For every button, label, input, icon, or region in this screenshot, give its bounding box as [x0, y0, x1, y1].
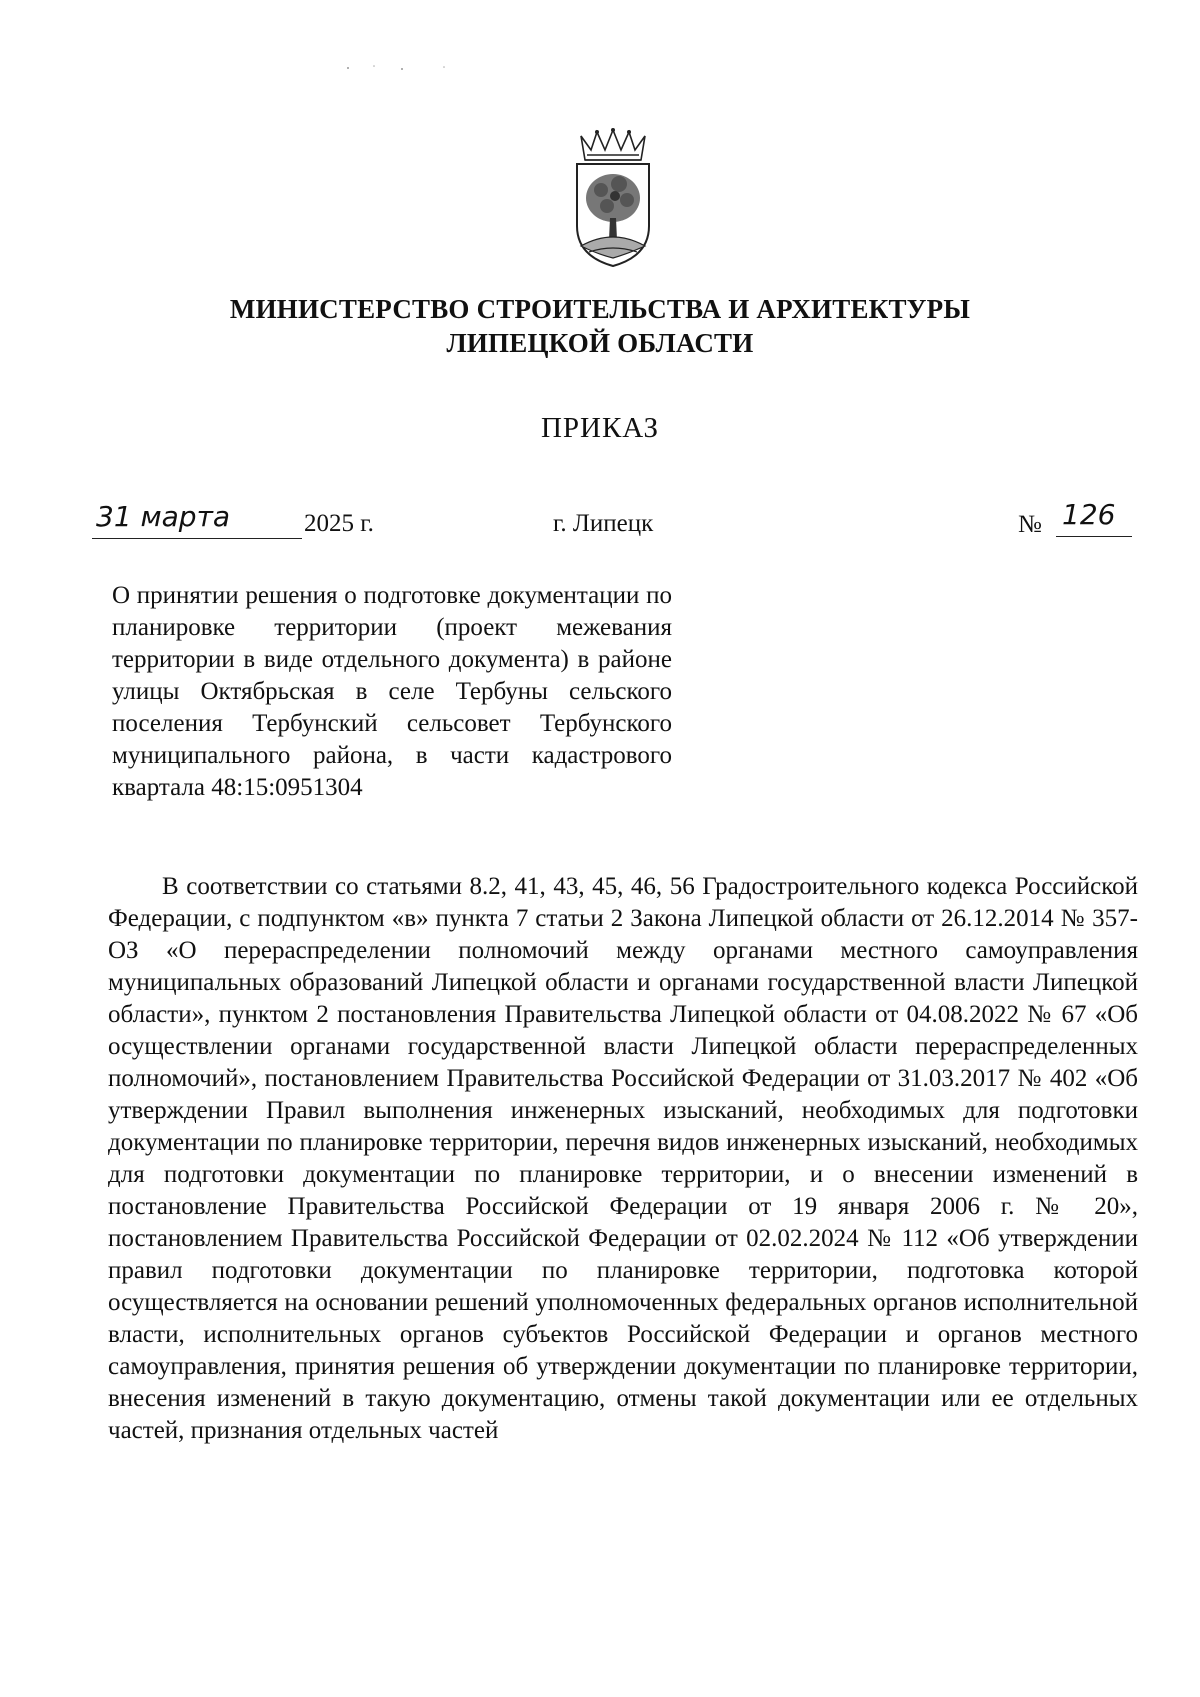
handwritten-date-text: 31 марта — [96, 500, 231, 533]
handwritten-order-number — [1056, 498, 1132, 537]
handwritten-date — [92, 500, 302, 539]
scan-specks — [340, 58, 460, 78]
order-year: 2025 г. — [304, 510, 374, 537]
order-subject: О принятии решения о подготовке документации по планировке территории (проект межевания территории в виде отдельного документа) в районе улицы Октябрьская в селе Тербуны сельского поселения Тербунский сельсовет Тербунского муниципального района, в части кадастрового квартала 48:15:0951304 — [112, 582, 672, 801]
order-city: г. Липецк — [553, 510, 654, 537]
order-number-label: № — [1018, 511, 1042, 538]
ministry-line-1: МИНИСТЕРСТВО СТРОИТЕЛЬСТВА И АРХИТЕКТУРЫ — [229, 294, 971, 324]
ministry-name — [150, 292, 1050, 360]
order-title: ПРИКАЗ — [540, 412, 660, 444]
order-body-paragraph: В соответствии со статьями 8.2, 41, 43, 45, 46, 56 Градостроительного кодекса Российской Федерации, с подпунктом «в» пункта 7 статьи 2 Закона Липецкой области от 26.12.2014 № 357-ОЗ «О перераспределении полномочий между органами местного самоуправления муниципальных образований Липецкой области и органами государственной власти Липецкой области», пунктом 2 постановления Правительства Липецкой области от 04.08.2022 № 67 «Об осуществлении органами государственной власти Липецкой области перераспределенных полномочий», постановлением Правительства Российской Федерации от 31.03.2017 № 402 «Об утверждении Правил выполнения инженерных изысканий, необходимых для подготовки документации по планировке территории, перечня видов инженерных изысканий, необходимых для подготовки документации по планировке территории, и о внесении изменений в постановление Правительства Российской Федерации от 19 января 2006 г. № 20», постановлением Правительства Российской Федерации от 02.02.2024 № 112 «Об утверждении правил подготовки документации по планировке территории, подготовка которой осуществляется на основании решений уполномоченных федеральных органов исполнительной власти, исполнительных органов субъектов Российской Федерации и органов местного самоуправления, принятия решения об утверждении документации по планировке территории, внесения изменений в такую документацию, отмены такой документации или ее отдельных частей, признания отдельных частей — [108, 873, 1138, 1444]
lipetsk-region-coat-of-arms-icon — [567, 128, 659, 268]
ministry-line-2: ЛИПЕЦКОЙ ОБЛАСТИ — [446, 328, 754, 358]
handwritten-order-number-text: 126 — [1062, 498, 1116, 531]
